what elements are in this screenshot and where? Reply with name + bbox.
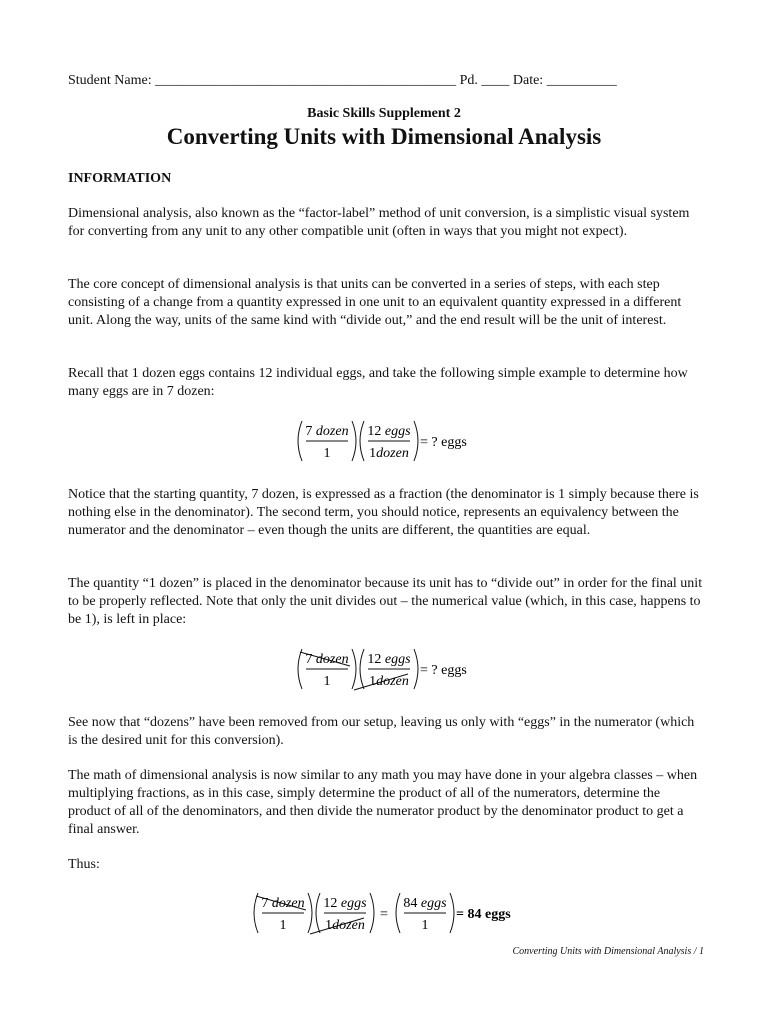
page-title: Converting Units with Dimensional Analysis (166, 124, 602, 149)
eq2-f1-den: 1 (323, 674, 331, 689)
eq3-f3-num: 84 eggs (403, 896, 447, 911)
eq3-f3-den: 1 (421, 918, 429, 933)
eq3-equals: = (380, 907, 388, 922)
eq2-f2-num: 12 eggs (367, 652, 411, 667)
eq1-f1-den: 1 (323, 446, 331, 461)
paragraph-3: Recall that 1 dozen eggs contains 12 individual eggs, and take the following simple example to determine how many eggs are in 7 dozen: (68, 366, 688, 399)
eq2-f2-den: 1dozen (369, 674, 409, 689)
paragraph-8: Thus: (68, 857, 100, 872)
eq3-f2-den: 1dozen (325, 918, 365, 933)
eq2-f1-num: 7 dozen (305, 652, 349, 667)
eq3-f1-num: 7 dozen (261, 896, 305, 911)
eq3-f2-num: 12 eggs (323, 896, 367, 911)
equation-1 (294, 418, 494, 471)
eq1-result: = ? eggs (420, 435, 467, 450)
equation-2 (294, 646, 494, 699)
paragraph-7: The math of dimensional analysis is now similar to any math you may have done in your algebra classes – when multiplying fractions, as in this case, simply determine the product of all of the numerators, determine the product of all of the denominators, and then divide the numerator product by the denominator product to get a final answer. (68, 768, 698, 837)
paragraph-1: Dimensional analysis, also known as the “factor-label” method of unit conversion, is a simplistic visual system for converting from any unit to any other compatible unit (often in ways that you might not expect). (68, 206, 690, 239)
paragraph-4: Notice that the starting quantity, 7 dozen, is expressed as a fraction (the denominator is 1 simply because there is nothing else in the denominator). The second term, you should notice, represents an equivalency between the numerator and the denominator – even though the units are different, the quantities are equal. (68, 487, 699, 538)
paragraph-6: See now that “dozens” have been removed from our setup, leaving us only with “eggs” in the numerator (which is the desired unit for this conversion). (68, 715, 695, 748)
eq3-final-answer: = 84 eggs (456, 907, 511, 922)
section-heading: INFORMATION (68, 171, 172, 186)
eq1-f2-num: 12 eggs (367, 424, 411, 439)
equation-3 (250, 890, 540, 943)
student-info-line: Student Name: ___________________________________________ Pd. ____ Date: __________ (68, 73, 617, 88)
eq3-f1-den: 1 (279, 918, 287, 933)
supplement-label: Basic Skills Supplement 2 (307, 106, 461, 121)
paragraph-2: The core concept of dimensional analysis is that units can be converted in a series of steps, with each step consisting of a change from a quantity expressed in one unit to an equivalent quantity expressed in a different unit. Along the way, units of the same kind with “divide out,” and the end result will be the unit of interest. (68, 277, 682, 328)
eq1-f2-den: 1dozen (369, 446, 409, 461)
eq1-f1-num: 7 dozen (305, 424, 349, 439)
eq2-result: = ? eggs (420, 663, 467, 678)
paragraph-5: The quantity “1 dozen” is placed in the denominator because its unit has to “divide out” in order for the final unit to be properly reflected. Note that only the unit divides out – the numerical value (which, in this case, happens to be 1), is left in place: (68, 576, 703, 627)
page-footer: Converting Units with Dimensional Analysis / 1 (512, 946, 704, 957)
